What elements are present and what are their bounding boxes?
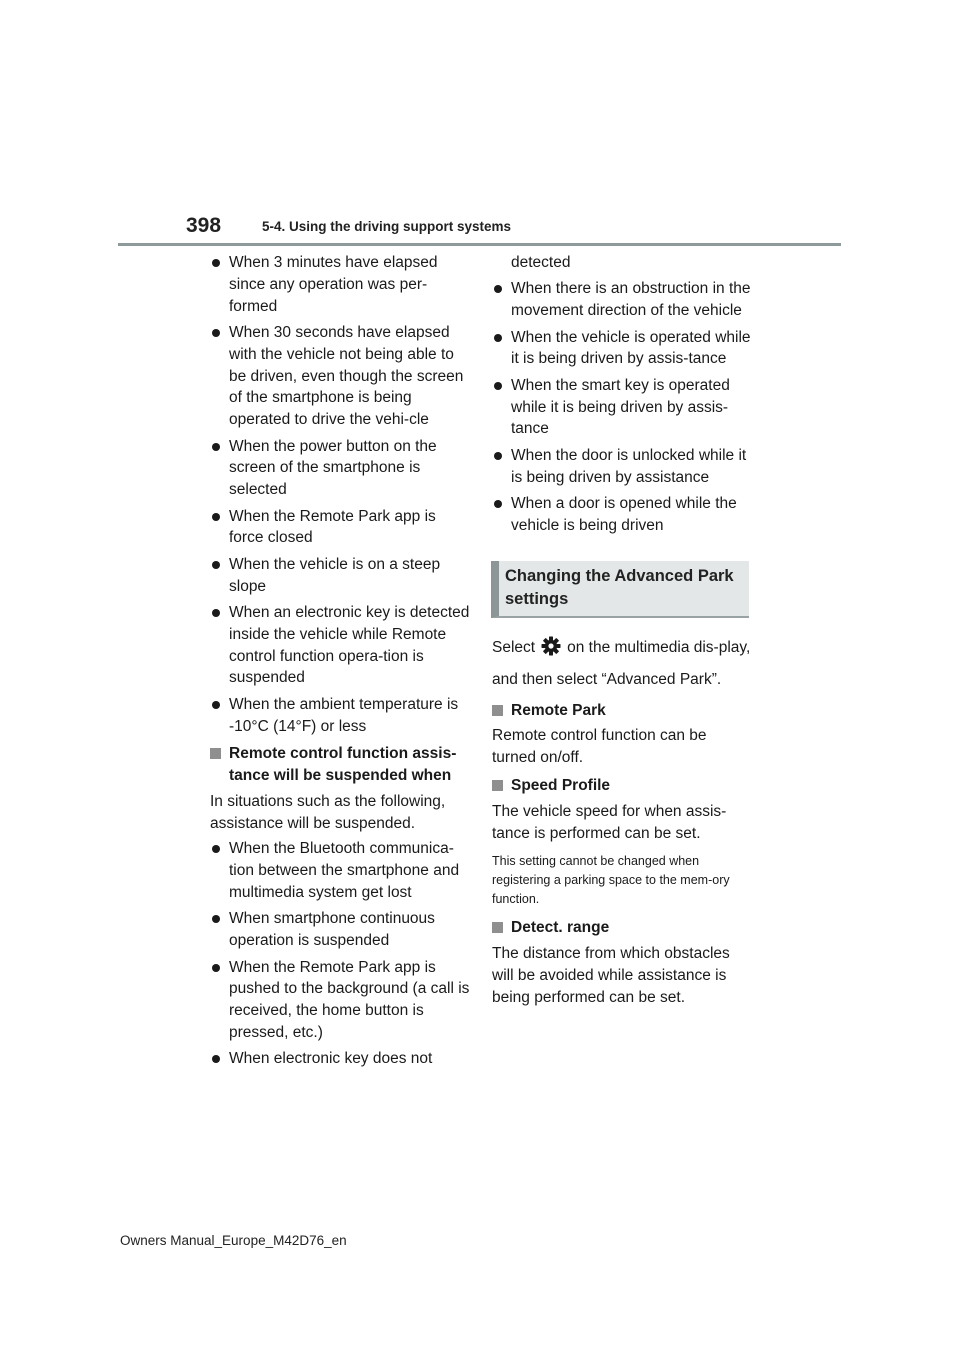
- intro-paragraph: In situations such as the following, assistance will be suspended.: [210, 792, 446, 832]
- list-item: When smartphone continuous operation is suspended: [210, 908, 472, 952]
- section-title: 5-4. Using the driving support systems: [262, 219, 512, 234]
- bullet-icon: [212, 964, 220, 972]
- list-item: When electronic key does not: [210, 1048, 472, 1070]
- bullet-icon: [212, 513, 220, 521]
- footer-text: Owners Manual_Europe_M42D76_en: [120, 1233, 347, 1248]
- square-marker-icon: [210, 748, 221, 759]
- list-item: When the Bluetooth communica-tion between the smartphone and multimedia system get lost: [210, 838, 472, 903]
- list-item: When the power button on the screen of the smartphone is selected: [210, 436, 472, 501]
- bullet-icon: [494, 382, 502, 390]
- subheading-remote-park: Remote Park: [492, 700, 754, 722]
- select-instruction: Select on the multimedia dis-play, and then select “Advanced Park”.: [492, 634, 754, 694]
- bullet-icon: [494, 500, 502, 508]
- list-item: When 30 seconds have elapsed with the vehicle not being able to be driven, even though the screen of the smartphone is being operated to drive the vehi-cle: [210, 322, 472, 431]
- bullet-icon: [212, 915, 220, 923]
- bullet-icon: [212, 701, 220, 709]
- list-item: When the Remote Park app is pushed to the background (a call is received, the home button is pressed, etc.): [210, 957, 472, 1044]
- square-marker-icon: [492, 705, 503, 716]
- list-item: When the vehicle is on a steep slope: [210, 554, 472, 598]
- list-item: When there is an obstruction in the movement direction of the vehicle: [492, 278, 754, 322]
- list-item: When 3 minutes have elapsed since any operation was per-formed: [210, 252, 472, 317]
- left-column: [210, 252, 472, 1075]
- bullet-icon: [494, 334, 502, 342]
- bullet-icon: [494, 285, 502, 293]
- list-item: When the smart key is operated while it is being driven by assis-tance: [492, 375, 754, 440]
- box-heading-advanced-park: Changing the Advanced Park settings: [491, 561, 749, 618]
- list-item: When the Remote Park app is force closed: [210, 506, 472, 550]
- bullet-icon: [212, 845, 220, 853]
- bullet-icon: [212, 443, 220, 451]
- bullet-icon: [212, 561, 220, 569]
- square-marker-icon: [492, 922, 503, 933]
- list-item: When a door is opened while the vehicle is being driven: [492, 493, 754, 537]
- square-marker-icon: [492, 780, 503, 791]
- bullet-icon: [212, 609, 220, 617]
- gear-icon: [541, 636, 561, 666]
- list-item: When the vehicle is operated while it is being driven by assis-tance: [492, 327, 754, 371]
- list-item: When the door is unlocked while it is being driven by assistance: [492, 445, 754, 489]
- bullet-icon: [212, 259, 220, 267]
- subheading-suspended: Remote control function assis-tance will be suspended when: [210, 743, 472, 787]
- subheading-speed-profile: Speed Profile: [492, 775, 754, 797]
- remote-park-text: Remote control function can be turned on/off.: [492, 727, 707, 767]
- bullet-icon: [212, 329, 220, 337]
- right-column: [492, 252, 754, 1013]
- bullet-icon: [212, 1055, 220, 1063]
- speed-profile-note: This setting cannot be changed when registering a parking space to the mem-ory function.: [492, 854, 730, 907]
- list-item: When the ambient temperature is -10°C (14°F) or less: [210, 694, 472, 738]
- header-rule: [118, 243, 841, 246]
- subheading-detect-range: Detect. range: [492, 917, 754, 939]
- page-number: 398: [186, 214, 222, 237]
- list-item-continued: detected: [511, 254, 571, 271]
- speed-profile-text: The vehicle speed for when assis-tance is performed can be set.: [492, 802, 727, 842]
- list-item: When an electronic key is detected inside the vehicle while Remote control function opera-tion is suspended: [210, 602, 472, 689]
- detect-range-text: The distance from which obstacles will be avoided while assistance is being performed can be set.: [492, 945, 730, 1006]
- bullet-icon: [494, 452, 502, 460]
